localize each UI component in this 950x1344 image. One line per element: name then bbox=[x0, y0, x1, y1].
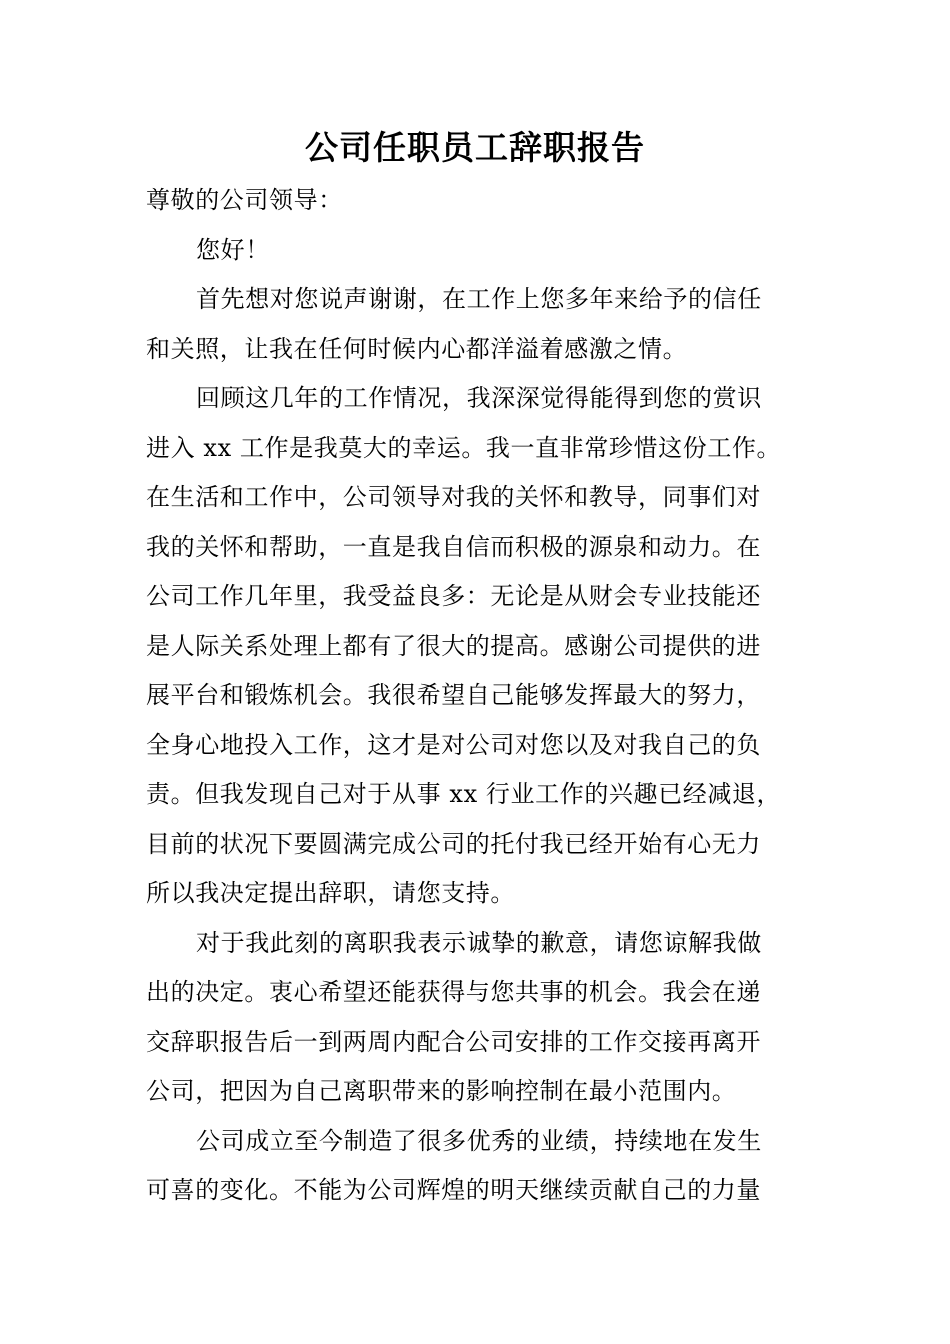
letter-line: 所以我决定提出辞职，请您支持。 bbox=[146, 879, 515, 907]
letter-line: 责。但我发现自己对于从事 xx 行业工作的兴趣已经减退， bbox=[146, 780, 782, 808]
letter-line: 公司，把因为自己离职带来的影响控制在最小范围内。 bbox=[146, 1077, 737, 1105]
letter-line: 首先想对您说声谢谢，在工作上您多年来给予的信任 bbox=[196, 285, 762, 313]
letter-line: 公司工作几年里，我受益良多：无论是从财会专业技能还 bbox=[146, 582, 761, 610]
letter-line: 我的关怀和帮助，一直是我自信而积极的源泉和动力。在 bbox=[146, 532, 761, 561]
letter-line: 出的决定。衷心希望还能获得与您共事的机会。我会在递 bbox=[146, 978, 761, 1006]
letter-line: 进入 xx 工作是我莫大的幸运。我一直非常珍惜这份工作。 bbox=[146, 433, 782, 462]
letter-line: 和关照，让我在任何时候内心都洋溢着感激之情。 bbox=[146, 334, 688, 363]
letter-line: 目前的状况下要圆满完成公司的托付我已经开始有心无力 bbox=[146, 829, 761, 858]
letter-body bbox=[146, 176, 810, 1216]
letter-line: 回顾这几年的工作情况，我深深觉得能得到您的赏识 bbox=[196, 384, 762, 412]
document-title: 公司任职员工辞职报告 bbox=[305, 128, 645, 167]
letter-line: 尊敬的公司领导： bbox=[146, 186, 343, 214]
letter-line: 可喜的变化。不能为公司辉煌的明天继续贡献自己的力量 bbox=[146, 1176, 761, 1204]
letter-line: 对于我此刻的离职我表示诚挚的歉意，请您谅解我做 bbox=[196, 928, 762, 957]
letter-line: 是人际关系处理上都有了很大的提高。感谢公司提供的进 bbox=[146, 631, 761, 660]
letter-line: 全身心地投入工作，这才是对公司对您以及对我自己的负 bbox=[146, 730, 761, 759]
letter-line: 在生活和工作中，公司领导对我的关怀和教导，同事们对 bbox=[146, 483, 761, 511]
letter-line: 交辞职报告后一到两周内配合公司安排的工作交接再离开 bbox=[146, 1027, 761, 1056]
letter-line: 公司成立至今制造了很多优秀的业绩，持续地在发生 bbox=[196, 1126, 762, 1155]
letter-line: 展平台和锻炼机会。我很希望自己能够发挥最大的努力， bbox=[146, 681, 761, 709]
letter-line: 您好！ bbox=[196, 235, 270, 264]
